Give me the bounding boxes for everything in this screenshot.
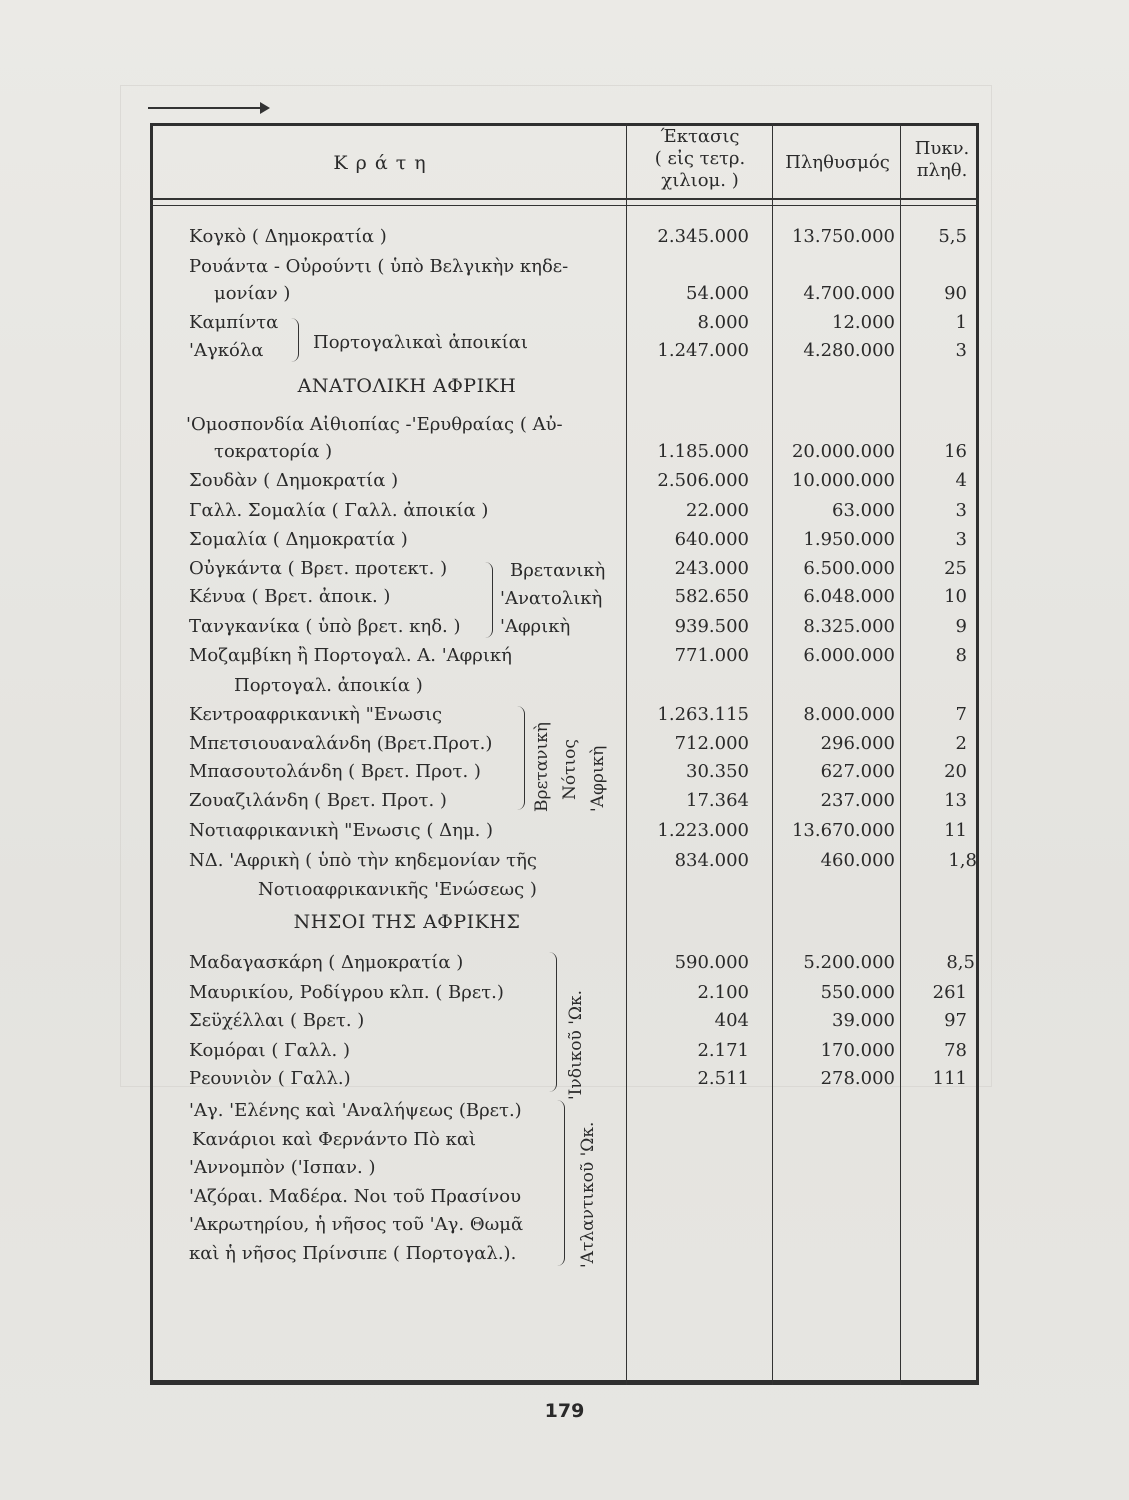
brace	[548, 952, 557, 1092]
table-row: Σεϋχέλλαι ( Βρετ. ) 404 39.000 97	[189, 1010, 967, 1031]
group-label-portuguese: Πορτογαλικαὶ ἀποικίαι	[313, 332, 528, 353]
table-row: Καμπίντα 8.000 12.000 1	[189, 312, 967, 333]
table-row: ΝΔ. 'Αφρικὴ ( ὑπὸ τὴν κηδεμονίαν τῆς 834.000 460.000 1,8	[189, 850, 977, 871]
group-label-atlantic-ocean: 'Ατλαντικοῦ 'Ωκ.	[578, 1121, 598, 1268]
table-row: Σουδὰν ( Δημοκρατία ) 2.506.000 10.000.000 4	[189, 470, 967, 491]
table-row: 'Αζόραι. Μαδέρα. Νοι τοῦ Πρασίνου	[189, 1186, 522, 1207]
table-row: 'Αγκόλα 1.247.000 4.280.000 3	[189, 340, 967, 361]
group-label-brit-east: Βρετανικὴ	[510, 560, 606, 581]
table-row: Κένυα ( Βρετ. ἀποικ. ) 582.650 6.048.000 10	[189, 586, 967, 607]
arrow-mark	[148, 107, 266, 109]
table-row: καὶ ἡ νῆσος Πρίνσιπε ( Πορτογαλ.).	[189, 1243, 517, 1264]
table-row: Κομόραι ( Γαλλ. ) 2.171 170.000 78	[189, 1040, 967, 1061]
table-row: Ρουάντα - Οὐρούντι ( ὑπὸ Βελγικὴν κηδε-	[189, 256, 569, 277]
table-row: Κεντροαφρικανικὴ "Ενωσις 1.263.115 8.000.000 7	[189, 704, 967, 725]
table-row: Νοτιαφρικανικὴ "Ενωσις ( Δημ. ) 1.223.000 13.670.000 11	[189, 820, 967, 841]
table-row: Μαυρικίου, Ροδίγρου κλπ. ( Βρετ.) 2.100 550.000 261	[189, 982, 967, 1003]
group-label-brit-south: 'Αφρικὴ	[588, 745, 608, 812]
table-row: Μοζαμβίκη ἢ Πορτογαλ. Α. 'Αφρική 771.000 6.000.000 8	[189, 645, 967, 666]
table-row: Ρεουνιὸν ( Γαλλ.) 2.511 278.000 111	[189, 1068, 967, 1089]
table-row: Οὐγκάντα ( Βρετ. προτεκτ. ) 243.000 6.500.000 25	[189, 558, 967, 579]
table-row: Τανγκανίκα ( ὑπὸ βρετ. κηδ. ) 939.500 8.325.000 9	[189, 616, 967, 637]
header-divider	[150, 205, 979, 206]
table-row: Πορτογαλ. ἀποικία )	[234, 675, 423, 696]
header-density: Πυκν. πληθ.	[914, 138, 970, 181]
section-title-east-africa: ΑΝΑΤΟΛΙΚΗ ΑΦΡΙΚΗ	[297, 375, 517, 397]
page-number: 179	[544, 1400, 585, 1422]
group-label-brit-south: Βρετανικὴ	[532, 722, 552, 812]
table-row: Κανάριοι καὶ Φερνάντο Πὸ καὶ	[192, 1129, 477, 1150]
table-row: 'Ομοσπονδία Αἰθιοπίας -'Ερυθραίας ( Αὐ-	[186, 414, 563, 435]
brace	[484, 562, 493, 638]
table-row: μονίαν ) 54.000 4.700.000 90	[214, 283, 967, 304]
table-row: Νοτιοαφρικανικῆς 'Ενώσεως )	[258, 879, 537, 900]
section-title-islands: ΝΗΣΟΙ ΤΗΣ ΑΦΡΙΚΗΣ	[293, 911, 521, 933]
group-label-brit-south: Νότιος	[560, 739, 580, 800]
header-divider	[150, 198, 979, 200]
table-row: Μαδαγασκάρη ( Δημοκρατία ) 590.000 5.200.000 8,5	[189, 952, 975, 973]
table-row: 'Αγ. 'Ελένης καὶ 'Αναλήψεως (Βρετ.)	[189, 1100, 522, 1121]
group-label-brit-east: 'Ανατολικὴ	[500, 588, 603, 609]
group-label-brit-east: 'Αφρικὴ	[500, 616, 571, 637]
brace	[516, 706, 525, 810]
brace	[290, 318, 299, 362]
table-row: Γαλλ. Σομαλία ( Γαλλ. ἀποικία ) 22.000 63.000 3	[189, 500, 967, 521]
brace	[556, 1100, 565, 1266]
table-row: Ζουαζιλάνδη ( Βρετ. Προτ. ) 17.364 237.000 13	[189, 790, 967, 811]
table-row: Μπασουτολάνδη ( Βρετ. Προτ. ) 30.350 627.000 20	[189, 761, 967, 782]
table-row: 'Ακρωτηρίου, ἡ νῆσος τοῦ 'Αγ. Θωμᾶ	[189, 1214, 524, 1235]
header-population: Πληθυσμός	[785, 152, 890, 173]
group-label-indian-ocean: 'Ινδικοῦ 'Ωκ.	[566, 989, 586, 1100]
table-row: Μπετσιουαναλάνδη (Βρετ.Προτ.) 712.000 296.000 2	[189, 733, 967, 754]
table-row: 'Αννομπὸν ('Ισπαν. )	[189, 1157, 376, 1178]
header-states: Κ ρ ά τ η	[333, 152, 427, 174]
header-area: Έκτασις ( εἰς τετρ. χιλιομ. )	[654, 126, 746, 191]
table-row: Σομαλία ( Δημοκρατία ) 640.000 1.950.000 3	[189, 529, 967, 550]
table-row: Κογκὸ ( Δημοκρατία ) 2.345.000 13.750.000 5,5	[189, 226, 967, 247]
table-row: τοκρατορία ) 1.185.000 20.000.000 16	[214, 441, 967, 462]
